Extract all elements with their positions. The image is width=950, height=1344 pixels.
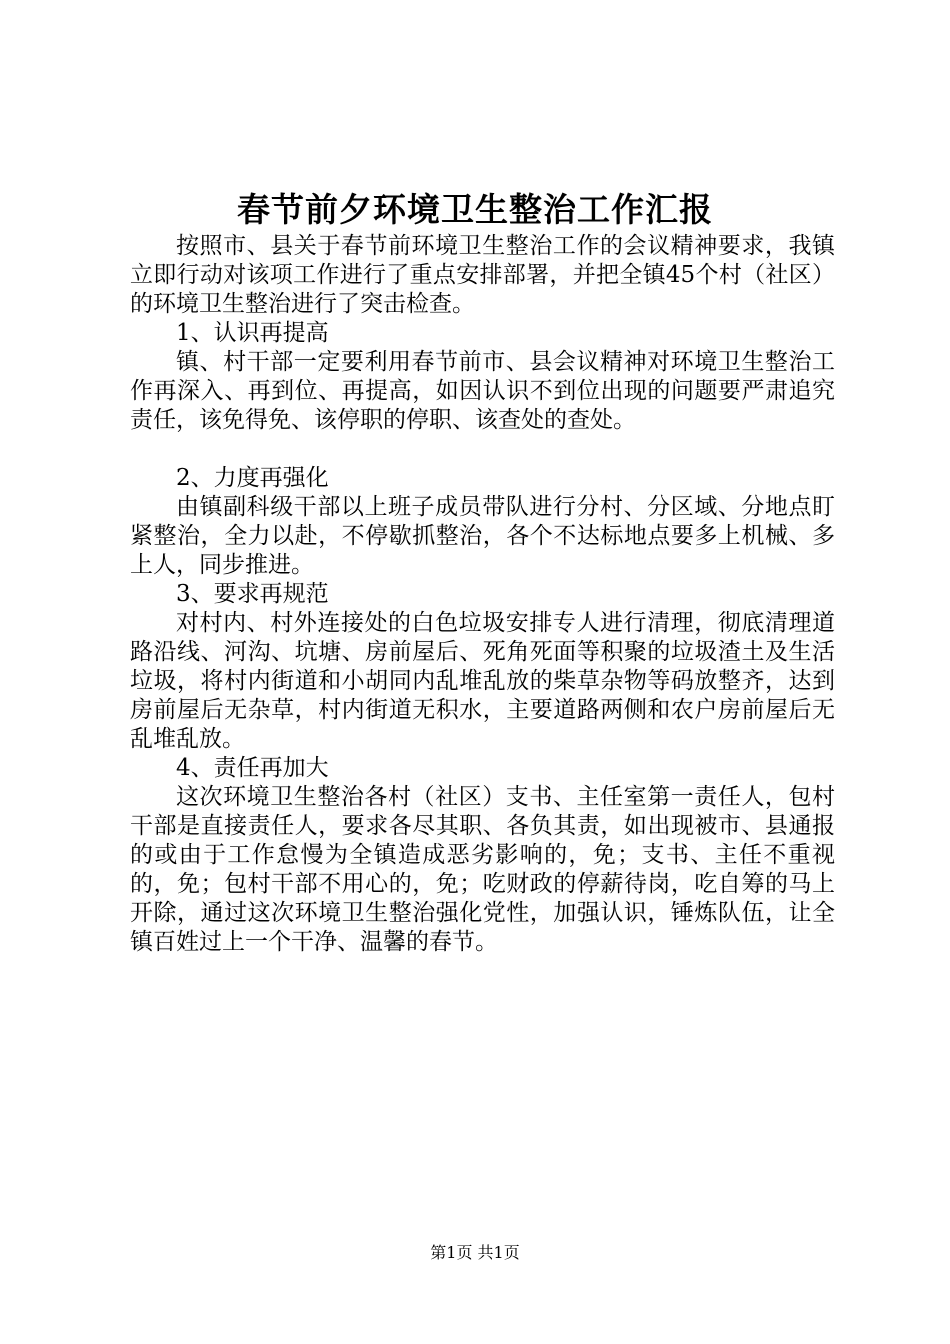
- section-paragraph-1: 镇、村干部一定要利用春节前市、县会议精神对环境卫生整治工作再深入、再到位、再提高，如因认识不到位出现的问题要严肃追究责任，该免得免、该停职的停职、该查处的查处。: [130, 349, 835, 433]
- section-heading-2: 2、力度再强化: [176, 465, 329, 491]
- intro-paragraph: 按照市、县关于春节前环境卫生整治工作的会议精神要求，我镇立即行动对该项工作进行了重点安排部署，并把全镇45个村（社区）的环境卫生整治进行了突击检查。: [130, 233, 835, 317]
- document-title: 春节前夕环境卫生整治工作汇报: [237, 190, 713, 229]
- page-footer: 第1页 共1页: [430, 1243, 520, 1262]
- section-heading-1: 1、认识再提高: [176, 320, 329, 346]
- section-heading-4: 4、责任再加大: [176, 755, 329, 781]
- section-paragraph-4: 这次环境卫生整治各村（社区）支书、主任室第一责任人，包村干部是直接责任人，要求各尽其职、各负其责，如出现被市、县通报的或由于工作怠慢为全镇造成恶劣影响的，免；支书、主任不重视的，免；包村干部不用心的，免；吃财政的停薪待岗，吃自筹的马上开除，通过这次环境卫生整治强化党性，加强认识，锤炼队伍，让全镇百姓过上一个干净、温馨的春节。: [130, 784, 835, 955]
- section-heading-3: 3、要求再规范: [176, 581, 329, 607]
- section-paragraph-2: 由镇副科级干部以上班子成员带队进行分村、分区域、分地点盯紧整治，全力以赴，不停歇抓整治，各个不达标地点要多上机械、多上人，同步推进。: [130, 494, 835, 578]
- section-paragraph-3: 对村内、村外连接处的白色垃圾安排专人进行清理，彻底清理道路沿线、河沟、坑塘、房前屋后、死角死面等积聚的垃圾渣土及生活垃圾，将村内街道和小胡同内乱堆乱放的柴草杂物等码放整齐，达到房前屋后无杂草，村内街道无积水，主要道路两侧和农户房前屋后无乱堆乱放。: [130, 610, 835, 752]
- document-body: [130, 232, 835, 957]
- paragraph-spacer: [130, 435, 835, 464]
